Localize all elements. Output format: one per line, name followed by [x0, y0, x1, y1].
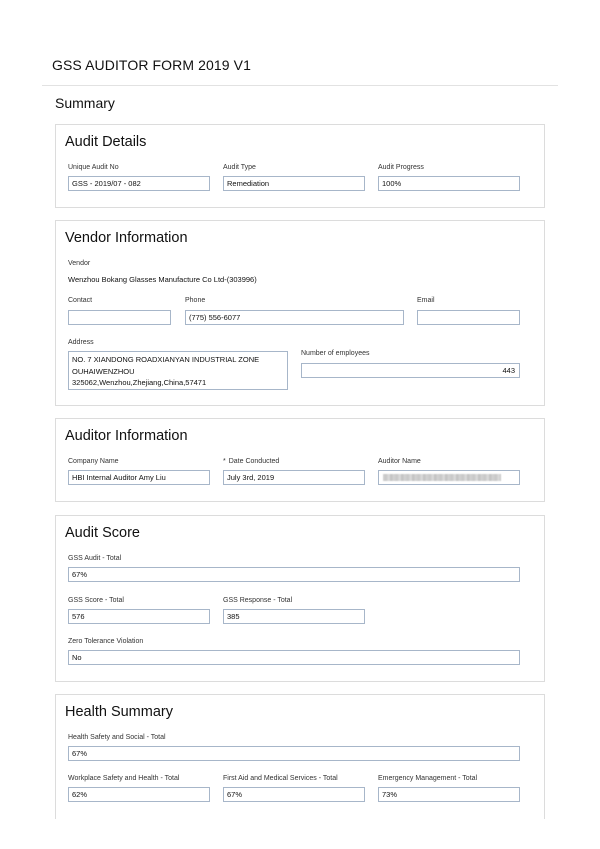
phone-label: Phone	[185, 297, 206, 304]
form-title: GSS AUDITOR FORM 2019 V1	[52, 57, 251, 73]
vendor-value: Wenzhou Bokang Glasses Manufacture Co Ltd-(303996)	[68, 275, 257, 284]
date-conducted-label	[223, 458, 279, 465]
auditor-name-label: Auditor Name	[378, 458, 421, 465]
contact-field[interactable]	[68, 310, 171, 325]
health-summary-panel	[55, 694, 545, 819]
gss-response-total-field[interactable]: 385	[223, 609, 365, 624]
phone-field[interactable]: (775) 556-6077	[185, 310, 404, 325]
emergency-label: Emergency Management - Total	[378, 775, 478, 782]
gss-score-total-label: GSS Score - Total	[68, 597, 124, 604]
first-aid-field[interactable]: 67%	[223, 787, 365, 802]
employees-label: Number of employees	[301, 350, 370, 357]
company-name-label: Company Name	[68, 458, 119, 465]
unique-audit-no-label: Unique Audit No	[68, 164, 119, 171]
panel-title: Audit Score	[65, 525, 140, 541]
date-conducted-field[interactable]: July 3rd, 2019	[223, 470, 365, 485]
audit-progress-label: Audit Progress	[378, 164, 424, 171]
address-line: OUHAIWENZHOU	[72, 366, 135, 376]
address-line: NO. 7 XIANDONG ROADXIANYAN INDUSTRIAL ZONE	[72, 355, 260, 364]
panel-title: Audit Details	[65, 134, 147, 150]
auditor-name-field[interactable]	[378, 470, 520, 485]
email-field[interactable]	[417, 310, 520, 325]
vendor-information-panel	[55, 220, 545, 406]
company-name-field[interactable]: HBI Internal Auditor Amy Liu	[68, 470, 210, 485]
auditor-information-panel	[55, 418, 545, 502]
date-conducted-label-text: Date Conducted	[228, 458, 280, 465]
address-label: Address	[68, 339, 94, 346]
panel-title: Vendor Information	[65, 230, 188, 246]
emergency-field[interactable]: 73%	[378, 787, 520, 802]
workplace-safety-label: Workplace Safety and Health - Total	[68, 775, 180, 782]
redacted-auditor-name	[383, 474, 501, 481]
first-aid-label: First Aid and Medical Services - Total	[223, 775, 338, 782]
audit-type-label: Audit Type	[223, 164, 256, 171]
title-divider	[42, 85, 558, 86]
health-safety-social-field[interactable]: 67%	[68, 746, 520, 761]
zero-tolerance-field[interactable]: No	[68, 650, 520, 665]
section-heading: Summary	[55, 95, 115, 111]
email-label: Email	[417, 297, 435, 304]
panel-title: Health Summary	[65, 704, 173, 720]
required-marker: *	[223, 458, 226, 465]
gss-audit-total-field[interactable]: 67%	[68, 567, 520, 582]
gss-audit-total-label: GSS Audit - Total	[68, 555, 122, 562]
employees-field[interactable]: 443	[301, 363, 520, 378]
health-safety-social-label: Health Safety and Social - Total	[68, 734, 166, 741]
audit-type-field[interactable]: Remediation	[223, 176, 365, 191]
unique-audit-no-field[interactable]: GSS - 2019/07 - 082	[68, 176, 210, 191]
address-line: 325062,Wenzhou,Zhejiang,China,57471	[72, 378, 207, 387]
audit-details-panel	[55, 124, 545, 208]
audit-score-panel	[55, 515, 545, 682]
gss-score-total-field[interactable]: 576	[68, 609, 210, 624]
audit-progress-field[interactable]: 100%	[378, 176, 520, 191]
gss-response-total-label: GSS Response - Total	[223, 597, 293, 604]
zero-tolerance-label: Zero Tolerance Violation	[68, 638, 144, 645]
vendor-label: Vendor	[68, 260, 91, 267]
panel-title: Auditor Information	[65, 428, 188, 444]
workplace-safety-field[interactable]: 62%	[68, 787, 210, 802]
contact-label: Contact	[68, 297, 93, 304]
address-field[interactable]	[68, 351, 288, 390]
